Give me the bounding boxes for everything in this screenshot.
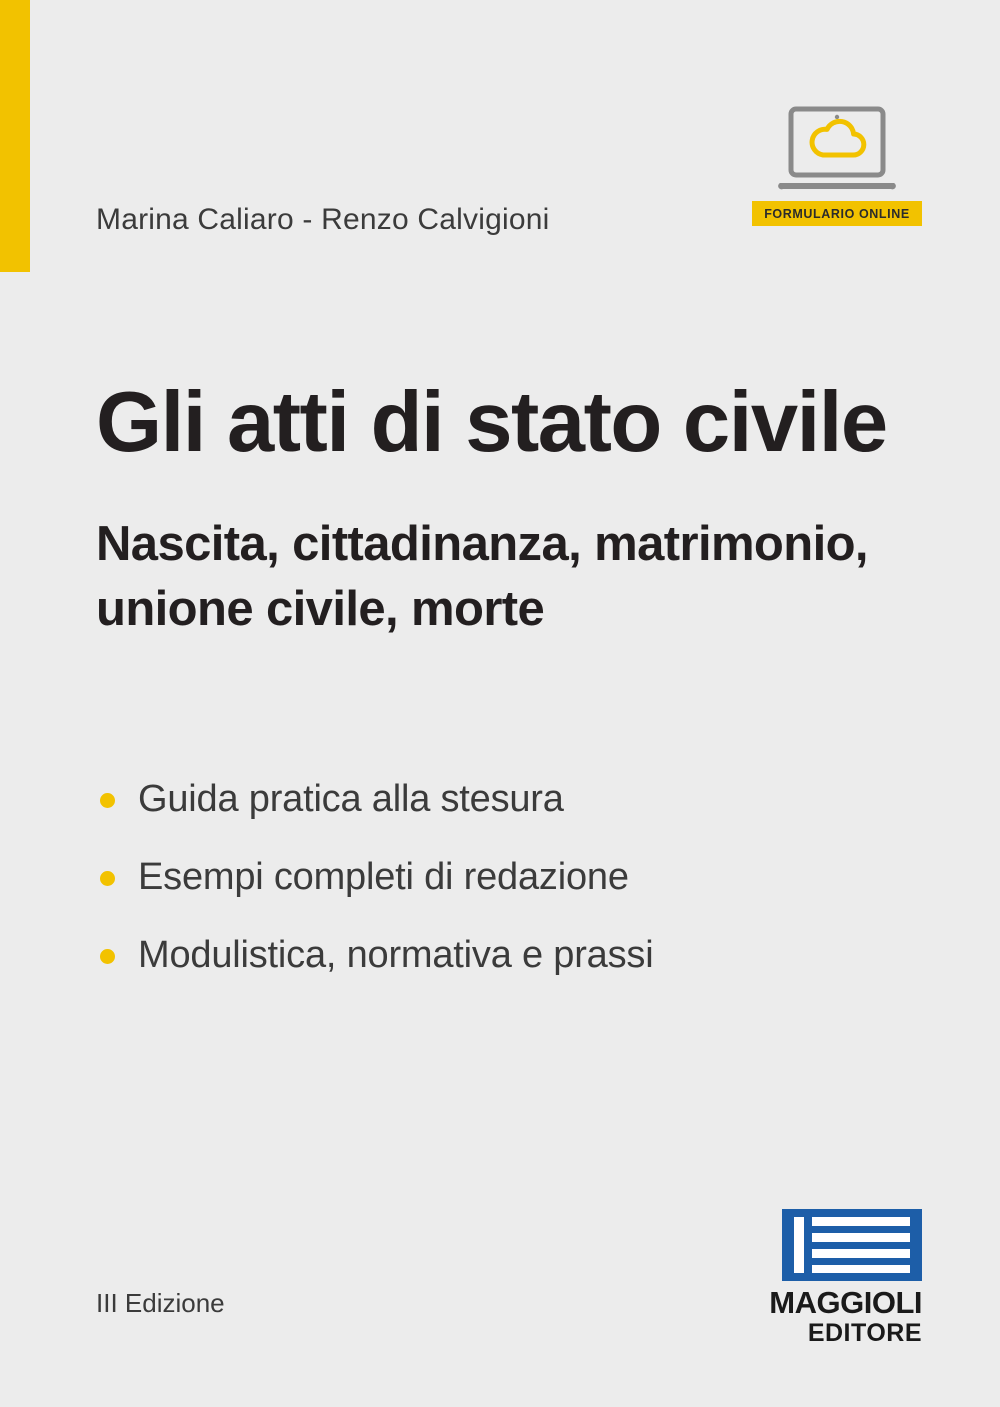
- badge-label: FORMULARIO ONLINE: [752, 201, 922, 226]
- accent-bar: [0, 0, 30, 272]
- publisher-name: MAGGIOLI: [769, 1284, 922, 1320]
- feature-list: [96, 780, 856, 1014]
- list-item-label: Modulistica, normativa e prassi: [138, 934, 654, 976]
- list-item: [96, 936, 856, 974]
- list-item-label: Esempi completi di redazione: [138, 856, 629, 898]
- authors: Marina Caliaro - Renzo Calvigioni: [96, 203, 550, 236]
- book-subtitle: Nascita, cittadinanza, matrimonio, unione civile, morte: [96, 517, 868, 636]
- laptop-cloud-icon: [778, 105, 896, 193]
- online-formulary-badge: [752, 105, 922, 226]
- list-item-label: Guida pratica alla stesura: [138, 778, 564, 820]
- bullet-dot-icon: [100, 871, 115, 886]
- list-item: [96, 780, 856, 818]
- edition-label: III Edizione: [96, 1288, 225, 1318]
- maggioli-logo-icon: [782, 1209, 922, 1281]
- publisher-subname: EDITORE: [807, 1318, 922, 1347]
- publisher-logo: [732, 1209, 922, 1347]
- bullet-dot-icon: [100, 949, 115, 964]
- book-title: Gli atti di stato civile: [96, 375, 887, 470]
- bullet-dot-icon: [100, 793, 115, 808]
- list-item: [96, 858, 856, 896]
